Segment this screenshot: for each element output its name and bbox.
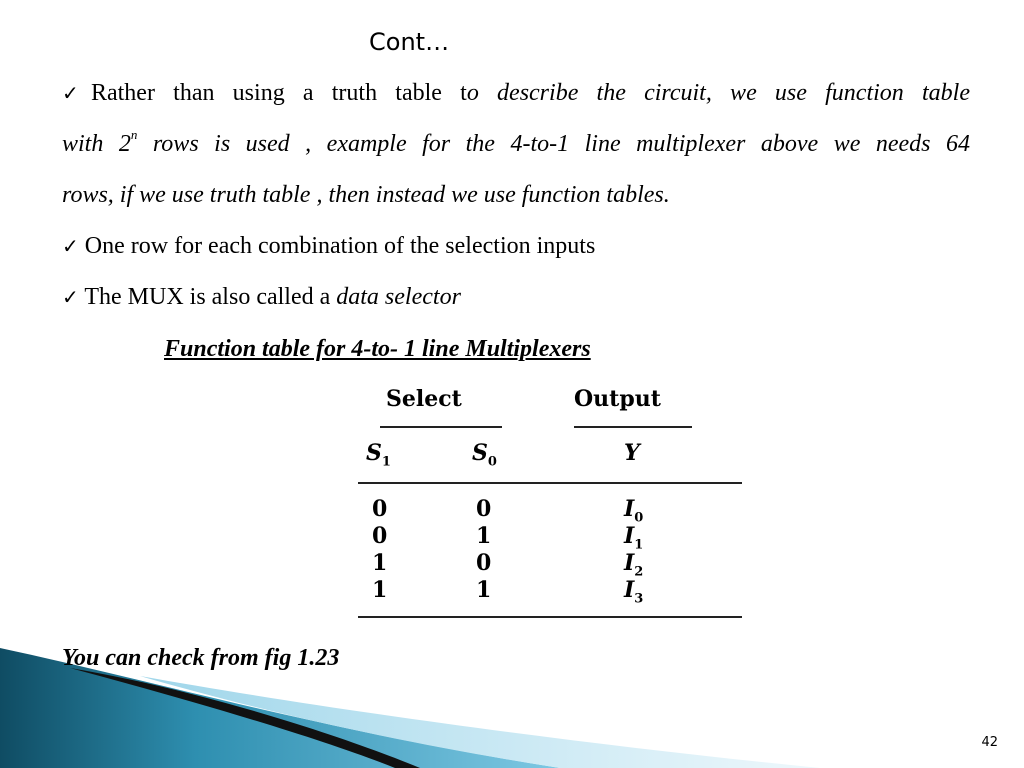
column-s0: $S_0$ — [472, 440, 497, 470]
function-table — [358, 386, 742, 622]
bullet-1-line-2-pre: with 2 — [62, 131, 131, 157]
table-cell-s0: 0 — [476, 550, 492, 576]
footer-note: You can check from fig 1.23 — [62, 645, 340, 671]
checkmark-icon: ✓ — [62, 285, 79, 309]
table-cell-y: $I_2$ — [624, 550, 644, 580]
header-select: Select — [386, 386, 462, 412]
table-cell-y: $I_3$ — [624, 577, 644, 607]
select-underline — [380, 426, 502, 428]
bullet-1-line-2-post: rows is used , example for the 4-to-1 line multiplexer above we needs 64 — [137, 131, 971, 157]
output-underline — [574, 426, 692, 428]
bullet-1-line-2 — [62, 127, 971, 158]
bullet-3-italic: data selector — [336, 284, 461, 310]
checkmark-icon: ✓ — [62, 81, 91, 105]
column-y: Y — [624, 440, 640, 466]
table-cell-s1: 1 — [372, 550, 388, 576]
bullet-1-text: Rather than using a truth table t — [90, 80, 467, 106]
bullet-3 — [62, 284, 461, 311]
header-output: Output — [574, 386, 661, 412]
bullet-1-italic: o describe the circuit, we use function table — [466, 80, 970, 106]
table-caption: Function table for 4-to- 1 line Multiplexers — [164, 336, 591, 362]
checkmark-icon: ✓ — [62, 234, 79, 258]
header-rule — [358, 482, 742, 484]
bullet-3-text: The MUX is also called a — [78, 284, 337, 310]
page-number: 42 — [981, 735, 998, 750]
slide-title: Cont… — [369, 28, 450, 56]
bullet-2 — [62, 233, 595, 260]
bullet-1-line-1 — [62, 80, 970, 107]
bullet-1-line-3: rows, if we use truth table , then instead we use function tables. — [62, 182, 670, 208]
table-cell-s0: 1 — [476, 523, 492, 549]
table-cell-y: $I_1$ — [624, 523, 644, 553]
table-cell-s1: 1 — [372, 577, 388, 603]
column-s1: $S_1$ — [366, 440, 391, 470]
bullet-2-text: One row for each combination of the selection inputs — [78, 233, 596, 259]
table-cell-y: $I_0$ — [624, 496, 644, 526]
table-bottom-rule — [358, 616, 742, 618]
table-cell-s0: 1 — [476, 577, 492, 603]
table-cell-s1: 0 — [372, 496, 388, 522]
table-cell-s1: 0 — [372, 523, 388, 549]
bullet-1-superscript: n — [130, 127, 138, 142]
table-cell-s0: 0 — [476, 496, 492, 522]
